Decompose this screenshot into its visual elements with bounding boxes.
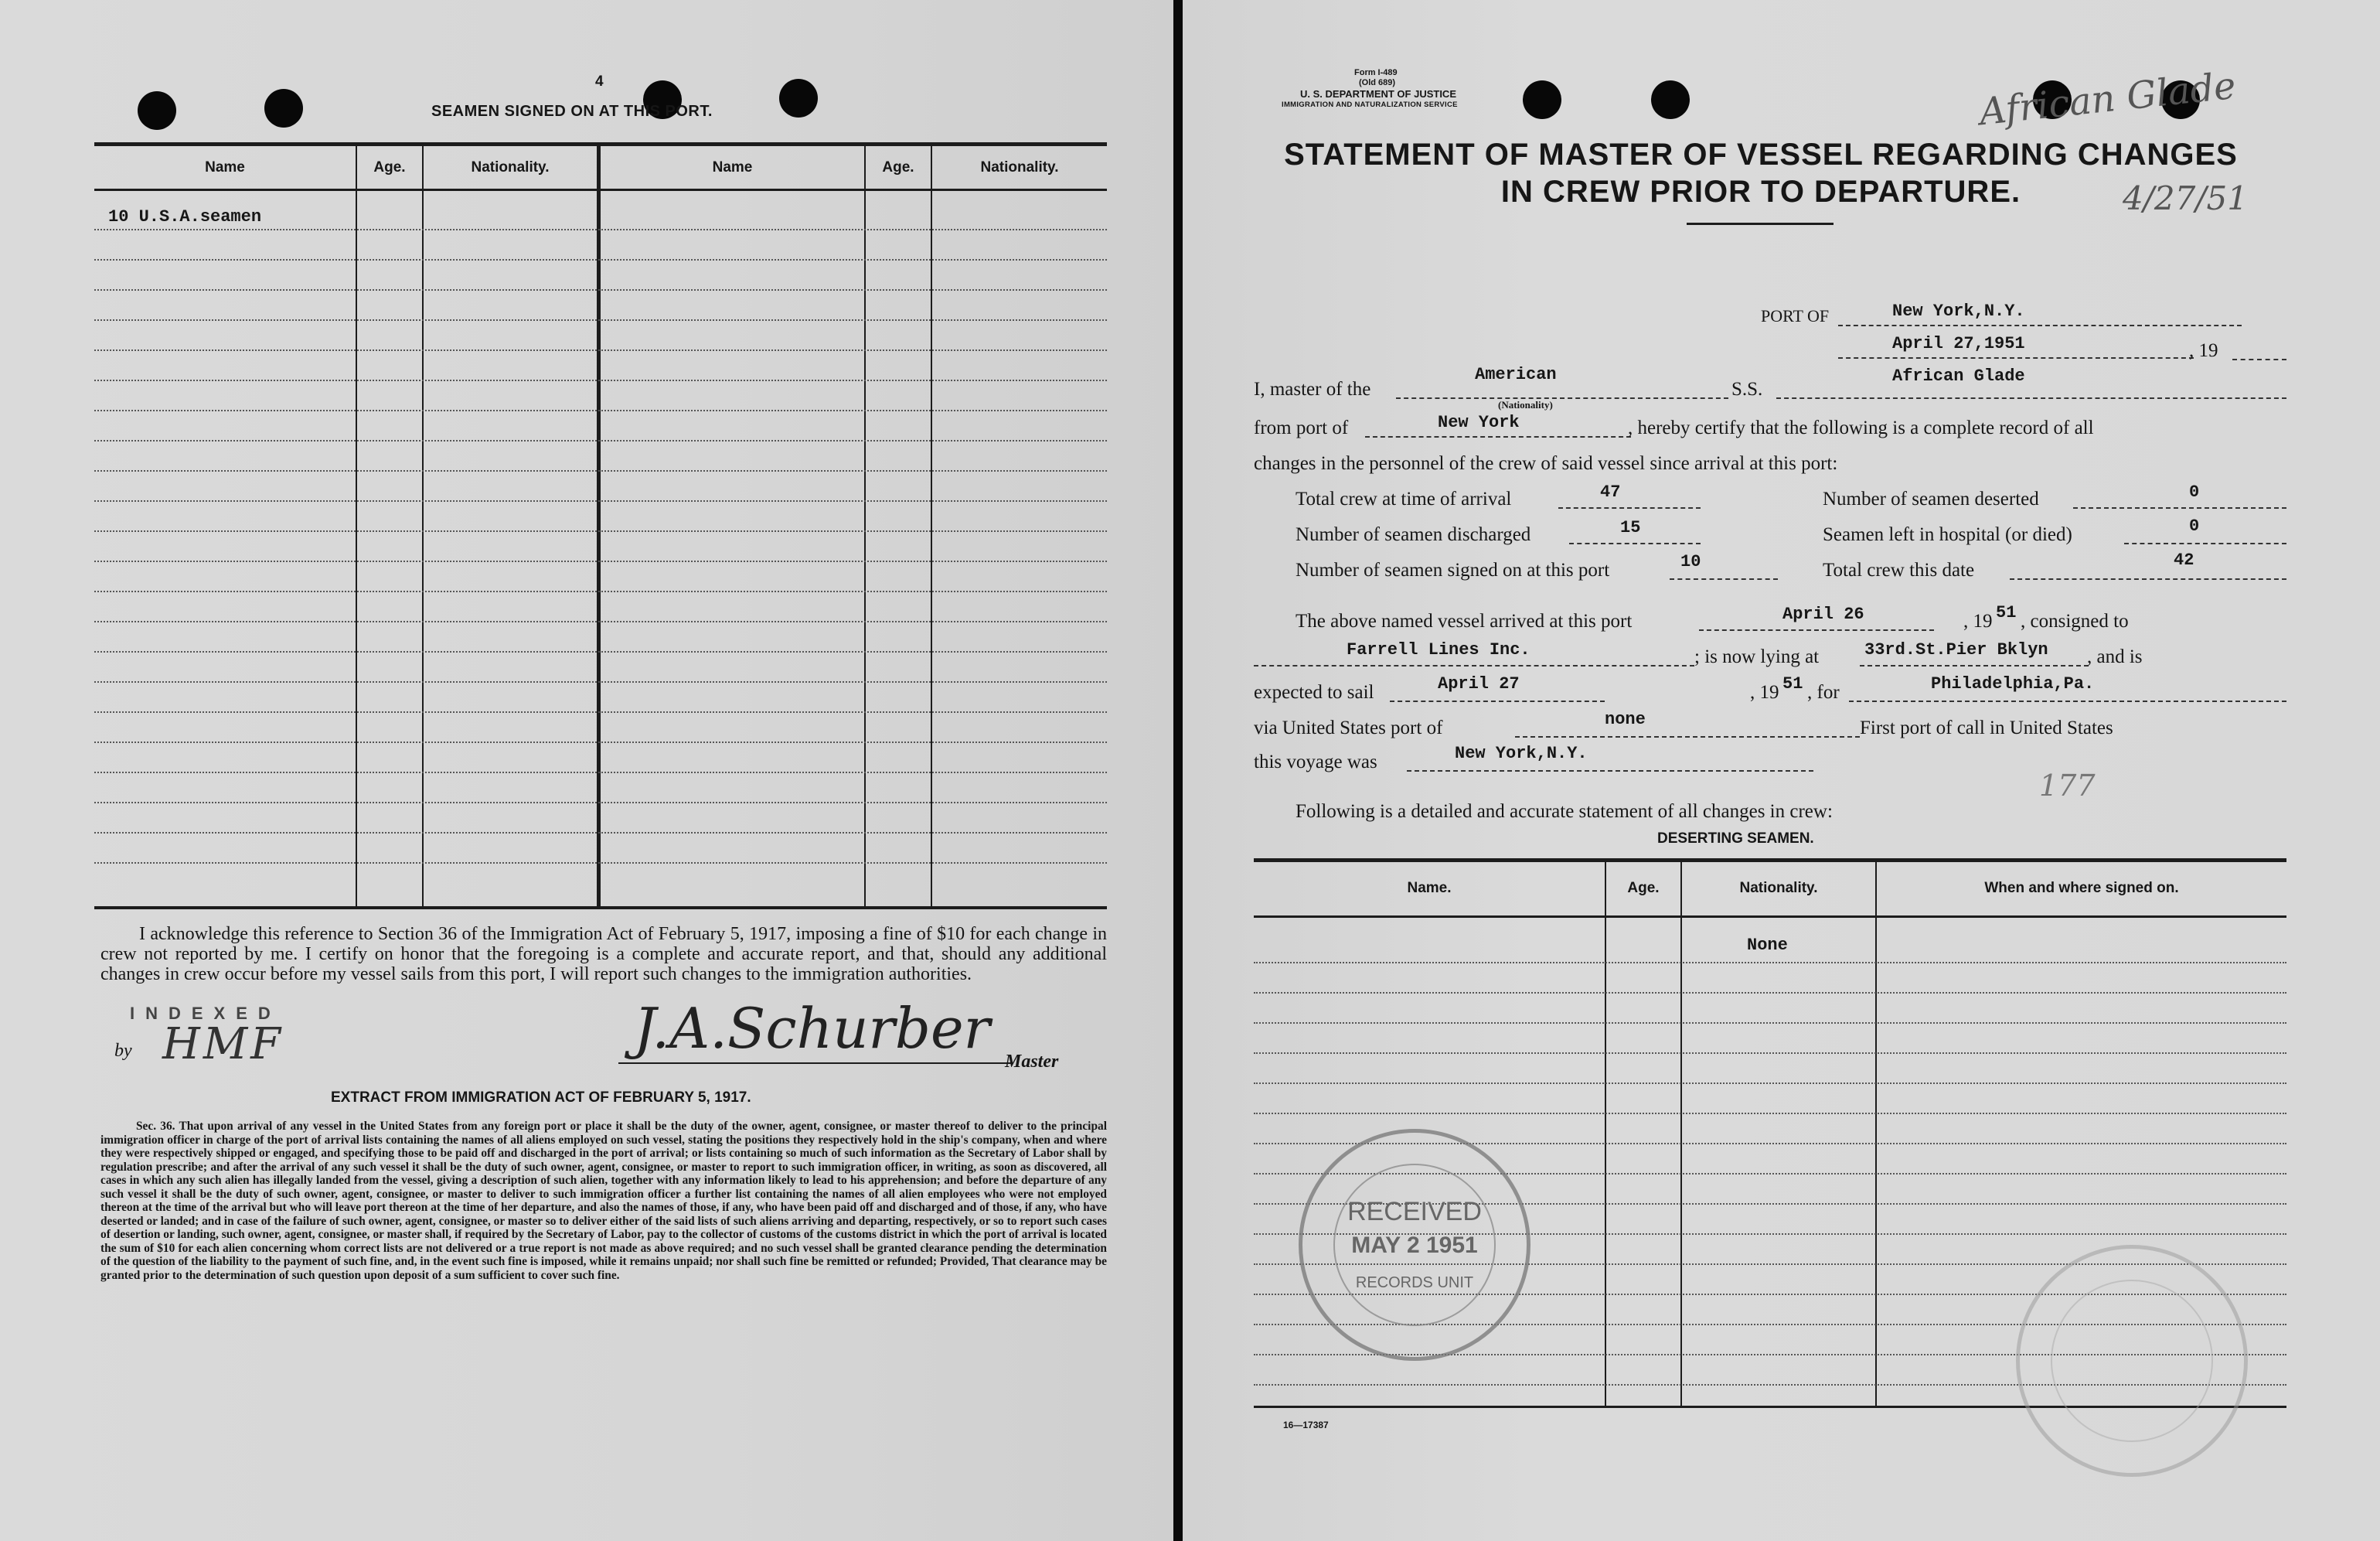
from-port-label: from port of bbox=[1254, 418, 1349, 438]
table-row bbox=[94, 259, 1107, 261]
extract-title: EXTRACT FROM IMMIGRATION ACT OF FEBRUARY 5, 1917. bbox=[331, 1089, 751, 1106]
stat-line bbox=[2073, 507, 2286, 509]
for-label: , for bbox=[1807, 682, 1840, 703]
table-bottom-rule bbox=[94, 906, 1107, 909]
column-header: Name. bbox=[1407, 880, 1452, 896]
stat-label: Number of seamen signed on at this port bbox=[1296, 560, 1610, 581]
via-label: via United States port of bbox=[1254, 718, 1443, 738]
column-header: Age. bbox=[1627, 880, 1660, 896]
nationality-line bbox=[1396, 397, 1728, 399]
footer-code: 16—17387 bbox=[1283, 1420, 1329, 1430]
expected-year: 51 bbox=[1782, 674, 1803, 694]
stat-line bbox=[1558, 507, 1701, 509]
stat-label: Total crew at time of arrival bbox=[1296, 489, 1512, 510]
via-line bbox=[1515, 736, 1860, 738]
arrived-line bbox=[1699, 629, 1934, 631]
stat-value: 15 bbox=[1620, 518, 1641, 537]
column-header: Nationality. bbox=[1739, 880, 1818, 896]
vessel-line bbox=[1776, 397, 2286, 399]
expected-year-prefix: , 19 bbox=[1750, 682, 1779, 703]
column-header: Nationality. bbox=[471, 159, 550, 176]
page-gutter bbox=[1173, 0, 1183, 1541]
punch-hole bbox=[138, 91, 176, 130]
lying-label: ; is now lying at bbox=[1694, 646, 1820, 667]
table-row bbox=[94, 681, 1107, 683]
indexed-initials: HMF bbox=[162, 1019, 284, 1069]
table-row bbox=[1254, 1113, 2286, 1114]
arrived-year-prefix: , 19 bbox=[1963, 611, 1993, 632]
arrived-year: 51 bbox=[1996, 603, 2017, 622]
signed-on-entry: 10 U.S.A.seamen bbox=[108, 207, 262, 227]
table-row bbox=[94, 229, 1107, 230]
stat-line bbox=[2010, 578, 2286, 580]
indexed-by-label: by bbox=[114, 1041, 132, 1061]
master-label: Master bbox=[1005, 1052, 1059, 1072]
punch-hole bbox=[1651, 80, 1690, 119]
stat-label: Number of seamen discharged bbox=[1296, 524, 1531, 545]
deserting-title: DESERTING SEAMEN. bbox=[1657, 830, 1814, 847]
column-header: Nationality. bbox=[980, 159, 1059, 176]
voyage-label: this voyage was bbox=[1254, 752, 1377, 772]
from-port-line bbox=[1365, 436, 1631, 438]
following-text: Following is a detailed and accurate statement of all changes in crew: bbox=[1296, 801, 1833, 822]
consignee-value: Farrell Lines Inc. bbox=[1347, 640, 1530, 660]
column-header: Age. bbox=[882, 159, 914, 176]
table-row bbox=[1254, 962, 2286, 963]
table-row bbox=[94, 711, 1107, 713]
table-row bbox=[94, 349, 1107, 351]
form-old-number: (Old 689) bbox=[1359, 78, 1396, 87]
stat-label: Total crew this date bbox=[1823, 560, 1975, 581]
table-row bbox=[94, 832, 1107, 834]
table-row bbox=[94, 651, 1107, 653]
nationality-caption: (Nationality) bbox=[1498, 399, 1553, 411]
table-row bbox=[94, 621, 1107, 622]
lying-value: 33rd.St.Pier Bklyn bbox=[1864, 640, 2048, 660]
stat-value: 0 bbox=[2189, 517, 2200, 536]
form-title-line-2: IN CREW PRIOR TO DEPARTURE. bbox=[1500, 175, 2021, 209]
faded-stamp bbox=[2016, 1245, 2248, 1477]
from-port-value: New York bbox=[1438, 413, 1520, 432]
year-prefix: , 19 bbox=[2189, 340, 2218, 361]
voyage-value: New York,N.Y. bbox=[1455, 744, 1588, 763]
table-header-rule bbox=[94, 189, 1107, 191]
table-row bbox=[94, 410, 1107, 411]
lying-line bbox=[1860, 665, 2089, 667]
port-line bbox=[1838, 325, 2242, 326]
extract-text: Sec. 36. That upon arrival of any vessel in the United States from any foreign port or place it shall be the duty of the owner, agent, consignee, or master thereof to deliver to the principal immigration officer in charge of the port of arrival lists containing the names of all aliens employed on such vessel, stating the positions they respectively hold in the ship's company, when and where they were respectively shipped or engaged, and specifying those to be paid off and discharged in the port of arrival; or lists containing so much of such information as the Secretary of Labor shall by regulation prescribe; and after the arrival of any such vessel it shall be the duty of such owner, agent, consignee, or master to report to such immigration officer, in writing, as soon as discovered, all cases in which any such alien has illegally landed from the vessel, giving a description of such alien, together with any information likely to lead to his apprehension; and before the departure of any such vessel it shall be the duty of such owner, agent, consignee, or master to deliver to such immigration officer a further list containing the names of all alien employees who were not employed thereon at the time of the arrival but who will leave port thereon at the time of her departure, and also the names of those, if any, who have been paid off and discharged and of those, if any, who have deserted or landed; and in case of the failure of such owner, agent, consignee, or master so to deliver either of the said lists of such aliens arriving and departing, respectively, or so to report such cases of desertion or landing, such owner, agent, consignee, or master shall, if required by the Secretary of Labor, pay to the collector of customs of the customs district in which the port of arrival is located the sum of $10 for each alien concerning whom correct lists are not delivered or a true report is not made as above required; and no such vessel shall be granted clearance pending the determination of the question of the liability to the payment of such fine, and, in the event such fine is imposed, while it remains unpaid; nor shall such fine be remitted or refunded; Provided, That clearance may be granted prior to the determination of such question upon deposit of a sum sufficient to cover such fine. bbox=[100, 1120, 1107, 1282]
master-of-label: I, master of the bbox=[1254, 379, 1371, 400]
table-row bbox=[94, 500, 1107, 502]
right-page bbox=[1183, 0, 2380, 1541]
form-number: Form I-489 bbox=[1354, 68, 1398, 77]
service-name: IMMIGRATION AND NATURALIZATION SERVICE bbox=[1282, 101, 1458, 109]
table-row bbox=[94, 319, 1107, 321]
handwritten-ship-name: African Glade bbox=[1977, 63, 2239, 135]
table-row bbox=[94, 289, 1107, 291]
column-header: When and where signed on. bbox=[1984, 880, 2179, 896]
title-underline bbox=[1687, 223, 1834, 225]
desert-table-header-rule bbox=[1254, 915, 2286, 918]
table-row bbox=[94, 440, 1107, 442]
stat-label: Seamen left in hospital (or died) bbox=[1823, 524, 2072, 545]
table-row bbox=[94, 862, 1107, 864]
arrived-value: April 26 bbox=[1782, 605, 1864, 624]
form-title-line-1: STATEMENT OF MASTER OF VESSEL REGARDING CHANGES bbox=[1284, 138, 2238, 172]
consigned-label: , consigned to bbox=[2021, 611, 2129, 632]
section-title: SEAMEN SIGNED ON AT THIS PORT. bbox=[431, 103, 713, 120]
table-top-rule bbox=[94, 142, 1107, 146]
stat-line bbox=[1569, 543, 1701, 544]
stat-value: 42 bbox=[2174, 551, 2194, 570]
certify-text: , hereby certify that the following is a complete record of all bbox=[1628, 418, 2094, 438]
table-row bbox=[94, 470, 1107, 472]
changes-text: changes in the personnel of the crew of said vessel since arrival at this port: bbox=[1254, 453, 1838, 474]
signature-line bbox=[618, 1062, 1013, 1064]
first-port-label: First port of call in United States bbox=[1860, 718, 2113, 738]
desert-table-top-rule bbox=[1254, 858, 2286, 862]
port-label: PORT OF bbox=[1761, 306, 1830, 326]
date-line bbox=[1838, 357, 2194, 359]
punch-hole bbox=[264, 89, 303, 128]
stat-value: 0 bbox=[2189, 482, 2200, 502]
consignee-line bbox=[1254, 665, 1694, 667]
column-header: Name bbox=[712, 159, 753, 176]
stamp-date-text: MAY 2 1951 bbox=[1351, 1232, 1478, 1258]
and-is-label: , and is bbox=[2087, 646, 2143, 667]
certification-text: I acknowledge this reference to Section 36 of the Immigration Act of February 5, 1917, imposing a fine of $10 for each change in crew not reported by me. I certify on honor that the foregoing is a complete and accurate report, and that, should any additional changes in crew occur before my vessel sails from this port, I will report such changes to the immigration authorities. bbox=[100, 924, 1107, 984]
stat-value: 47 bbox=[1600, 482, 1621, 502]
date-value: April 27,1951 bbox=[1892, 334, 2025, 353]
table-row bbox=[94, 802, 1107, 803]
table-row bbox=[1254, 992, 2286, 994]
stat-line bbox=[2124, 543, 2286, 544]
page-number: 4 bbox=[595, 73, 604, 90]
table-row bbox=[94, 530, 1107, 532]
stat-line bbox=[1670, 578, 1778, 580]
table-row bbox=[94, 772, 1107, 773]
stamp-received-text: RECEIVED bbox=[1347, 1197, 1482, 1226]
expected-value: April 27 bbox=[1438, 674, 1520, 694]
column-header: Name bbox=[205, 159, 245, 176]
expected-label: expected to sail bbox=[1254, 682, 1374, 703]
nationality-value: American bbox=[1475, 365, 1557, 384]
handwritten-number: 177 bbox=[2039, 769, 2096, 803]
destination-line bbox=[1849, 701, 2286, 702]
table-row bbox=[94, 591, 1107, 592]
indexed-stamp: INDEXED bbox=[130, 1004, 281, 1023]
punch-hole bbox=[1523, 80, 1561, 119]
destination-value: Philadelphia,Pa. bbox=[1931, 674, 2095, 694]
voyage-line bbox=[1407, 770, 1813, 772]
port-value: New York,N.Y. bbox=[1892, 302, 2025, 321]
table-row bbox=[1254, 1082, 2286, 1084]
handwritten-date: 4/27/51 bbox=[2123, 179, 2248, 217]
expected-line bbox=[1390, 701, 1605, 702]
master-signature: J.A.Schurber bbox=[634, 996, 990, 1061]
arrived-label: The above named vessel arrived at this port bbox=[1296, 611, 1633, 632]
table-row bbox=[1254, 1022, 2286, 1024]
table-row bbox=[94, 561, 1107, 562]
agency-name: U. S. DEPARTMENT OF JUSTICE bbox=[1300, 88, 1456, 100]
via-value: none bbox=[1605, 710, 1646, 729]
stamp-unit-text: RECORDS UNIT bbox=[1355, 1274, 1474, 1291]
punch-hole bbox=[779, 79, 818, 118]
table-row bbox=[94, 742, 1107, 743]
column-header: Age. bbox=[373, 159, 406, 176]
ss-label: S.S. bbox=[1731, 379, 1763, 400]
table-row bbox=[94, 380, 1107, 381]
left-page bbox=[0, 0, 1173, 1541]
stat-label: Number of seamen deserted bbox=[1823, 489, 2039, 510]
table-row bbox=[1254, 1052, 2286, 1054]
deserting-entry: None bbox=[1747, 936, 1788, 955]
stat-value: 10 bbox=[1680, 552, 1701, 571]
vessel-value: African Glade bbox=[1892, 366, 2025, 386]
year-line bbox=[2232, 359, 2286, 360]
